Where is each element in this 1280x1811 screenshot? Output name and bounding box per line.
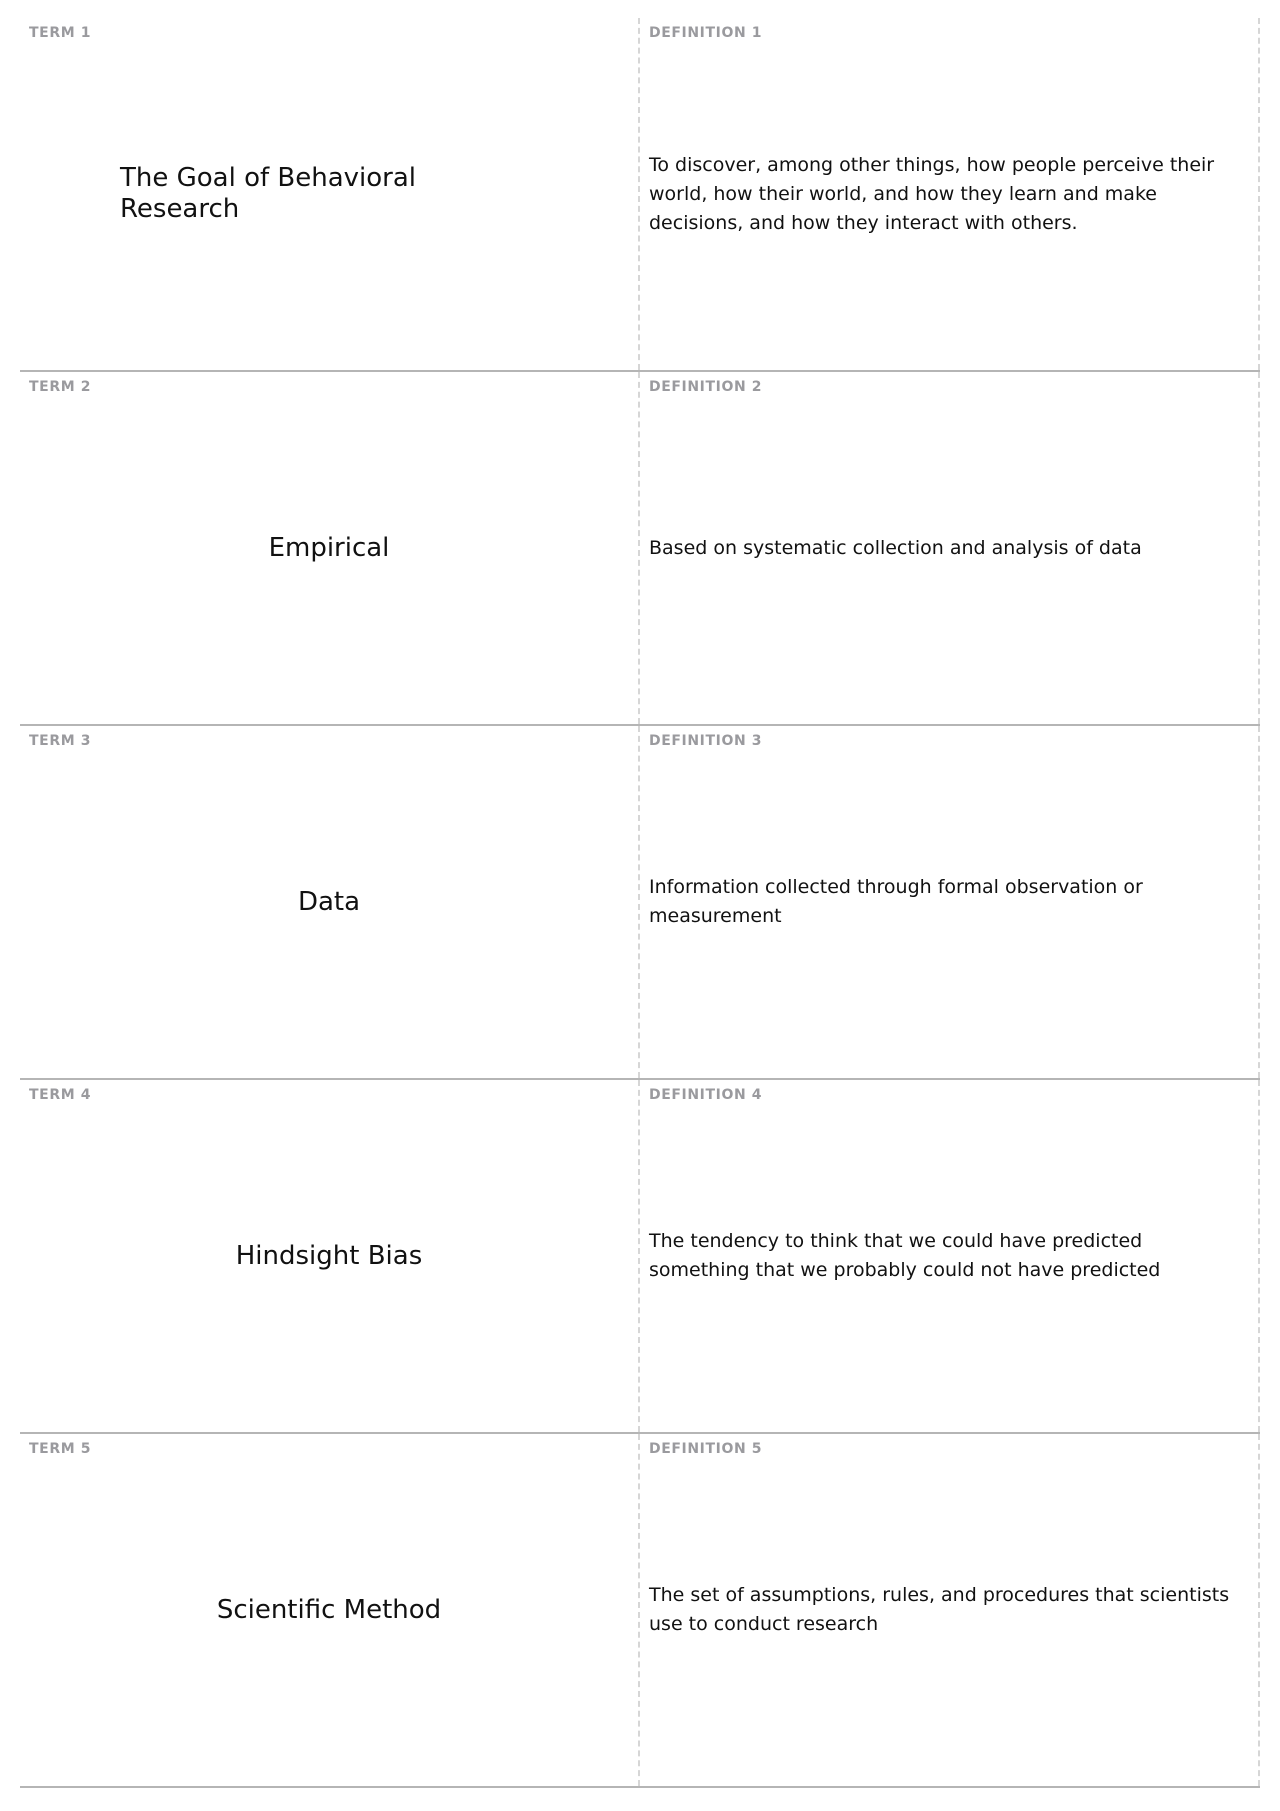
term-cell-1: [20, 18, 640, 370]
term-label-1: TERM 1: [29, 25, 92, 41]
term-label-2: TERM 2: [29, 379, 92, 395]
definition-cell-3: [640, 726, 1260, 1078]
definition-cell-5: [640, 1434, 1260, 1786]
definition-label-3: DEFINITION 3: [649, 733, 763, 749]
flashcard-row-1: [20, 18, 1260, 372]
term-label-5: TERM 5: [29, 1441, 92, 1457]
definition-label-4: DEFINITION 4: [649, 1087, 763, 1103]
definition-text-4: The tendency to think that we could have predicted something that we probably could not have predicted: [649, 1230, 1161, 1281]
definition-cell-1: [640, 18, 1260, 370]
definition-cell-4: [640, 1080, 1260, 1432]
term-cell-2: [20, 372, 640, 724]
definition-text-2: Based on systematic collection and analysis of data: [649, 536, 1142, 559]
flashcard-row-2: [20, 372, 1260, 726]
flashcard-row-3: [20, 726, 1260, 1080]
term-cell-4: [20, 1080, 640, 1432]
definition-cell-2: [640, 372, 1260, 724]
term-text-3: Data: [297, 886, 361, 917]
definition-label-2: DEFINITION 2: [649, 379, 763, 395]
term-text-1: The Goal of Behavioral Research: [120, 163, 417, 224]
term-text-4: Hindsight Bias: [235, 1240, 423, 1271]
term-cell-5: [20, 1434, 640, 1786]
definition-label-1: DEFINITION 1: [649, 25, 763, 41]
definition-label-5: DEFINITION 5: [649, 1441, 763, 1457]
term-label-4: TERM 4: [29, 1087, 92, 1103]
flashcard-row-5: [20, 1434, 1260, 1788]
definition-text-5: The set of assumptions, rules, and procedures that scientists use to conduct research: [649, 1584, 1230, 1635]
term-cell-3: [20, 726, 640, 1078]
term-text-5: Scientific Method: [216, 1594, 442, 1625]
definition-text-3: Information collected through formal observation or measurement: [649, 876, 1143, 927]
definition-text-1: To discover, among other things, how people perceive their world, how their world, and how they learn and make decisions, and how they interact with others.: [649, 153, 1215, 234]
flashcard-row-4: [20, 1080, 1260, 1434]
term-text-2: Empirical: [268, 532, 390, 563]
term-label-3: TERM 3: [29, 733, 92, 749]
flashcard-sheet: [20, 18, 1260, 1788]
